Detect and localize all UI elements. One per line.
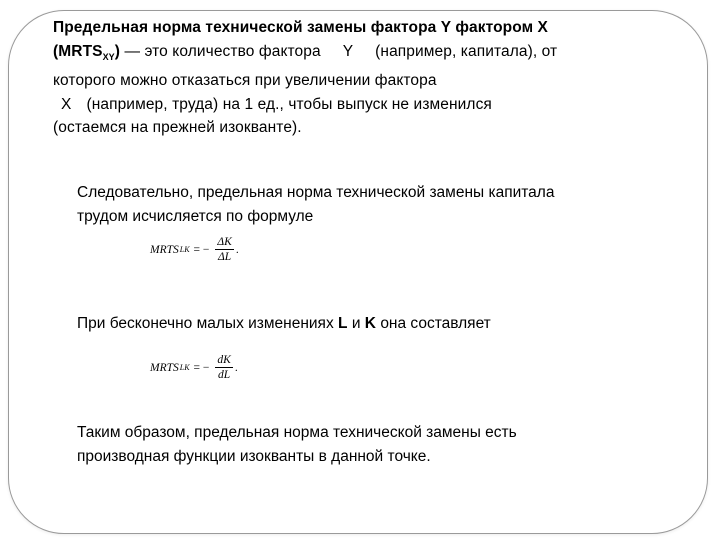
formula-intro-paragraph: Следовательно, предельная норма технической замены капитала трудом исчисляется по формуле <box>77 184 555 225</box>
fraction-delta: $\frac{\Delta K}{\Delta L}$ <box>217 236 232 263</box>
definition-paragraph <box>53 16 653 140</box>
conclusion-paragraph: Таким образом, предельная норма технической замены есть производная функции изокванты в данной точке. <box>77 424 517 465</box>
definition-heading: Предельная норма технической замены фактора Y фактором X <box>53 19 548 36</box>
definition-line-3: которого можно отказаться при увеличении фактора <box>53 72 437 90</box>
infinitesimal-paragraph: При бесконечно малых изменениях L и K она составляет <box>77 315 491 332</box>
definition-line-5: (остаемся на прежней изокванте). <box>53 119 302 137</box>
factor-x-label: X <box>61 95 72 113</box>
definition-line-2: $(MRTS_{XY})$ — это количество фактора Y (например, капитала), от <box>53 42 558 62</box>
mrts-derivative-formula: MRTS LK = − $\frac{dK}{dL}$ . <box>150 354 238 381</box>
fraction-derivative: $\frac{dK}{dL}$ <box>217 354 231 381</box>
definition-line-4: X (например, труда) на 1 ед., чтобы выпуск не изменился <box>61 95 492 113</box>
factor-y-label: Y <box>342 42 354 60</box>
mrts-discrete-formula: MRTS LK = − $\frac{\Delta K}{\Delta L}$ . <box>150 236 239 263</box>
